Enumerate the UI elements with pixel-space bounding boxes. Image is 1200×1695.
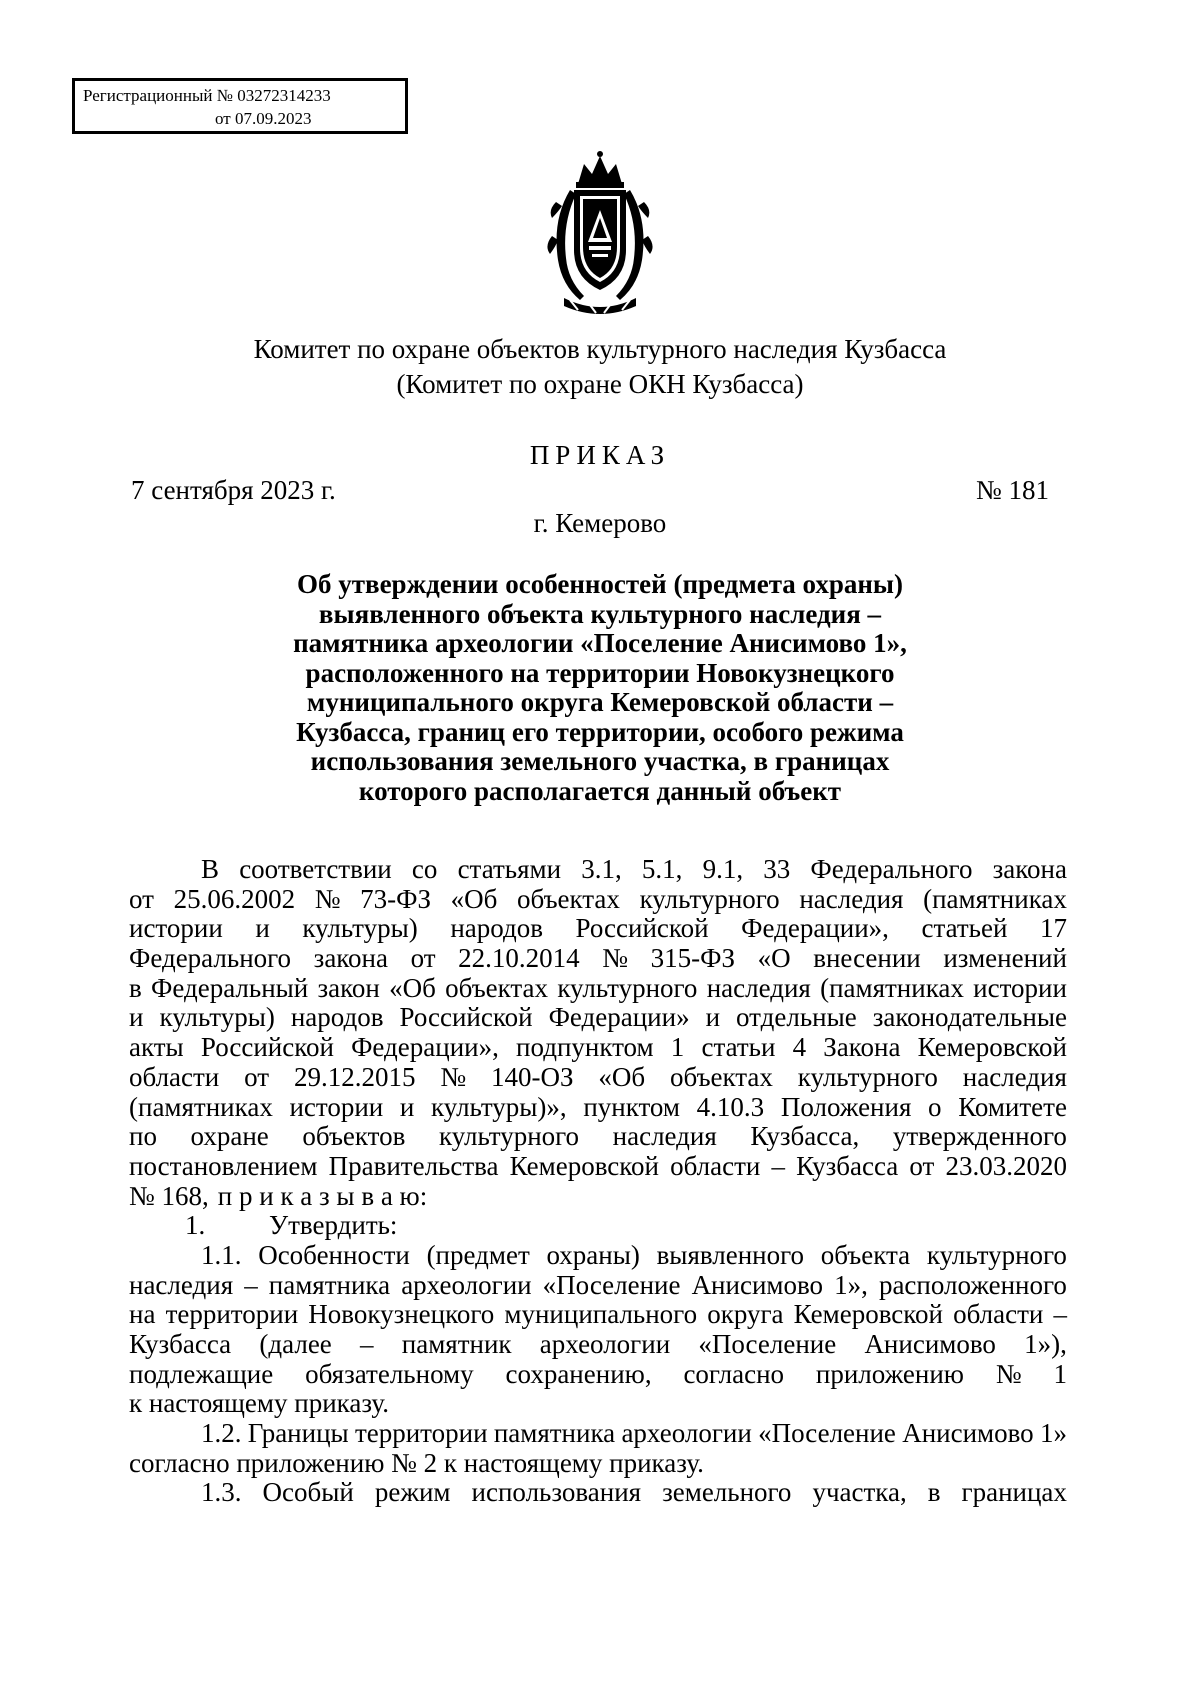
word: 315-ФЗ xyxy=(650,943,736,974)
item-number: 1. xyxy=(185,1210,206,1241)
word: «Поселение xyxy=(758,1418,896,1449)
word: Особый xyxy=(262,1477,354,1508)
word: Федерального xyxy=(810,854,973,884)
word: 5.1, xyxy=(641,854,683,884)
word: Анисимово xyxy=(902,1418,1034,1449)
word: объектов xyxy=(302,1121,406,1152)
word: законодательные xyxy=(872,1002,1067,1033)
paragraph-intro xyxy=(129,855,1067,1211)
word: культуры) xyxy=(159,1002,275,1033)
word: по xyxy=(129,1121,157,1152)
word: 3.1, xyxy=(581,854,622,884)
word: и xyxy=(399,1091,415,1122)
word: Закона xyxy=(823,1032,901,1063)
order-date: 7 сентября 2023 г. xyxy=(131,475,336,505)
word: объекта xyxy=(820,1239,911,1270)
word: «Об xyxy=(598,1061,646,1092)
word: выявленного xyxy=(656,1239,805,1270)
word: в xyxy=(927,1477,941,1508)
paragraph-item-1 xyxy=(129,1211,1067,1241)
word: территории xyxy=(165,1299,299,1330)
word: подпунктом xyxy=(516,1032,654,1063)
word: Федерации», xyxy=(741,913,889,944)
word: Федерального xyxy=(129,943,292,974)
word: и xyxy=(705,1002,721,1033)
word: истории xyxy=(289,1091,384,1122)
word: истории xyxy=(973,972,1067,1003)
body-line xyxy=(129,1063,1067,1093)
order-city: г. Кемерово xyxy=(533,508,667,538)
word: участка, xyxy=(812,1477,907,1508)
body-line xyxy=(129,1093,1067,1123)
heading-line: муниципального округа Кемеровской области – xyxy=(306,687,894,717)
organization-block xyxy=(0,332,1200,402)
word: области xyxy=(670,1150,761,1181)
word: памятника xyxy=(268,1269,391,1300)
word: культурного xyxy=(926,1239,1067,1270)
word: культурного xyxy=(557,972,698,1003)
body-line xyxy=(129,1033,1067,1063)
word: 22.10.2014 xyxy=(458,943,580,974)
word: 1», xyxy=(834,1269,868,1300)
order-heading xyxy=(0,570,1200,806)
word: (памятниках xyxy=(129,1091,273,1122)
word: Федерации» xyxy=(548,1002,690,1033)
word: Кузбасса xyxy=(796,1150,899,1181)
body-line-last xyxy=(129,1182,1067,1212)
word: соответствии xyxy=(239,854,392,884)
word: сохранению, xyxy=(505,1358,652,1389)
word: наследия xyxy=(706,972,811,1003)
word: подлежащие xyxy=(129,1358,274,1389)
word: от xyxy=(129,883,154,914)
word: 1 xyxy=(670,1032,685,1063)
word: Российской xyxy=(399,1002,533,1033)
word: археологии xyxy=(539,1329,671,1359)
word: истории xyxy=(129,913,223,944)
word: культуры)», xyxy=(431,1091,567,1122)
word: от xyxy=(244,1061,270,1092)
word: охраны) xyxy=(546,1239,640,1270)
word: наследия xyxy=(612,1121,717,1152)
heading-line: Об утверждении особенностей (предмета охраны) xyxy=(296,569,904,599)
paragraph-item-1-1 xyxy=(129,1241,1067,1419)
heading-line: Кузбасса, границ его территории, особого режима xyxy=(296,716,904,747)
word: от xyxy=(410,943,436,974)
word: Анисимово xyxy=(864,1329,996,1359)
word: использования xyxy=(471,1477,642,1508)
word: 17 xyxy=(1040,913,1067,944)
order-number: № 181 xyxy=(975,475,1049,505)
word: границах xyxy=(961,1477,1067,1508)
body-line xyxy=(129,1360,1067,1390)
body-line xyxy=(129,1241,1067,1271)
word: со xyxy=(411,854,438,884)
word: приложению xyxy=(815,1358,964,1389)
word: «О xyxy=(757,943,791,974)
word: Кемеровской xyxy=(917,1032,1067,1063)
word: 9.1, xyxy=(702,854,744,884)
word: – xyxy=(771,1150,785,1181)
word: закона xyxy=(992,854,1067,884)
word: (памятниках xyxy=(923,883,1067,914)
word: культурного xyxy=(639,883,780,914)
word: 1» xyxy=(1039,1418,1067,1449)
word: статьей xyxy=(921,913,1008,944)
order-body xyxy=(129,855,1067,1508)
word: охране xyxy=(190,1121,269,1152)
word: 1 xyxy=(1053,1358,1067,1389)
word: режим xyxy=(374,1477,451,1508)
word: области xyxy=(129,1061,220,1092)
body-line-last xyxy=(129,1449,1067,1479)
word: пунктом xyxy=(583,1091,681,1122)
word: 73-ФЗ xyxy=(360,883,431,914)
word: наследия xyxy=(962,1061,1067,1092)
word: Анисимово xyxy=(691,1269,824,1300)
word: Кузбасса xyxy=(129,1329,232,1359)
body-line xyxy=(129,855,1067,885)
word: Комитете xyxy=(958,1091,1067,1122)
word: 23.03.2020 xyxy=(945,1150,1067,1181)
word: культуры) xyxy=(302,913,418,944)
word: от xyxy=(909,1150,935,1181)
word: и xyxy=(255,913,270,944)
word: археологии xyxy=(621,1418,752,1449)
word: № xyxy=(602,943,629,974)
word: культурного xyxy=(438,1121,580,1152)
registration-date: от 07.09.2023 xyxy=(215,109,312,128)
heading-line: выявленного объекта культурного наследия – xyxy=(318,598,882,629)
word: расположенного xyxy=(878,1269,1067,1300)
word: закона xyxy=(313,943,388,974)
word: утвержденного xyxy=(892,1121,1067,1152)
word: (предмет xyxy=(426,1239,530,1270)
word: № xyxy=(440,1061,467,1092)
coat-of-arms-icon xyxy=(540,150,660,315)
numbered-item xyxy=(129,1211,1067,1241)
organization-short-name: (Комитет по охране ОКН Кузбасса) xyxy=(396,369,804,399)
word: «Об xyxy=(389,972,436,1003)
body-line xyxy=(129,885,1067,915)
word: о xyxy=(928,1091,942,1122)
word: № xyxy=(995,1358,1022,1389)
word: народов xyxy=(450,913,543,944)
word: территории xyxy=(354,1418,488,1449)
word: наследия xyxy=(799,883,904,914)
word: закон xyxy=(317,972,380,1003)
word: В xyxy=(201,854,220,884)
word: 29.12.2015 xyxy=(293,1061,416,1092)
word: Положения xyxy=(780,1091,912,1122)
word: – xyxy=(244,1269,258,1300)
word: округа xyxy=(707,1299,784,1330)
word: акты xyxy=(129,1032,184,1063)
word: (памятниках xyxy=(820,972,964,1003)
heading-line: которого располагается данный объект xyxy=(358,775,842,806)
text-run: согласно приложению № 2 к настоящему приказу. xyxy=(129,1447,704,1478)
word: Новокузнецкого xyxy=(308,1299,495,1330)
word: объектах xyxy=(445,972,549,1003)
word: согласно xyxy=(683,1358,785,1389)
word: «Об xyxy=(450,883,498,914)
word: народов xyxy=(290,1002,384,1033)
organization-name: Комитет по охране объектов культурного наследия Кузбасса xyxy=(253,334,947,364)
body-line xyxy=(129,1271,1067,1301)
word: Федеральный xyxy=(151,972,309,1003)
word: Правительства xyxy=(328,1150,499,1181)
word: Российской xyxy=(575,913,709,944)
word: Кемеровской xyxy=(793,1299,943,1330)
word: в xyxy=(129,972,142,1003)
word: Особенности xyxy=(258,1239,410,1270)
body-line xyxy=(129,1122,1067,1152)
body-line xyxy=(129,974,1067,1004)
word: 1.2. xyxy=(201,1418,242,1449)
body-line xyxy=(129,1478,1067,1508)
body-line-last xyxy=(129,1389,1067,1419)
order-title: ПРИКАЗ xyxy=(529,440,671,470)
word: № xyxy=(314,883,341,914)
word: 1.1. xyxy=(201,1239,242,1270)
body-line xyxy=(129,1003,1067,1033)
item-text: Утвердить: xyxy=(269,1210,398,1241)
word: обязательному xyxy=(305,1358,474,1389)
word: статьи xyxy=(701,1032,776,1063)
text-run: п р и к а з ы в а ю: xyxy=(217,1180,428,1211)
body-line xyxy=(129,1300,1067,1330)
paragraph-item-1-2 xyxy=(129,1419,1067,1478)
word: на xyxy=(129,1299,156,1330)
word: Российской xyxy=(200,1032,334,1063)
word: муниципального xyxy=(504,1299,698,1330)
heading-line: памятника археологии «Поселение Анисимово 1», xyxy=(293,628,907,658)
word: объектах xyxy=(670,1061,773,1092)
word: памятника xyxy=(493,1418,616,1449)
word: Кузбасса, xyxy=(750,1121,860,1152)
text-run: к настоящему приказу. xyxy=(129,1388,389,1419)
word: – xyxy=(1053,1299,1067,1330)
word: 4 xyxy=(792,1032,807,1063)
paragraph-item-1-3 xyxy=(129,1478,1067,1508)
word: Кемеровской xyxy=(509,1150,659,1181)
word: – xyxy=(360,1329,374,1359)
word: археологии xyxy=(401,1269,532,1300)
body-line xyxy=(129,944,1067,974)
word: 25.06.2002 xyxy=(173,883,296,914)
registration-stamp xyxy=(72,78,408,134)
word: отдельные xyxy=(736,1002,857,1033)
word: памятник xyxy=(401,1329,512,1359)
word: 1»), xyxy=(1024,1329,1067,1359)
word: (далее xyxy=(259,1329,332,1359)
word: изменений xyxy=(943,943,1067,974)
word: земельного xyxy=(662,1477,792,1508)
registration-number: Регистрационный № 03272314233 xyxy=(83,86,331,105)
word: 4.10.3 xyxy=(696,1091,765,1122)
text-run: № 168, xyxy=(129,1180,209,1211)
word: внесении xyxy=(813,943,921,974)
body-line xyxy=(129,914,1067,944)
body-line xyxy=(129,1152,1067,1182)
word: Федерации», xyxy=(351,1032,499,1063)
word: 140-ОЗ xyxy=(490,1061,574,1092)
word: статьями xyxy=(457,854,562,884)
word: 33 xyxy=(763,854,791,884)
body-line xyxy=(129,1419,1067,1449)
heading-line: расположенного на территории Новокузнецкого xyxy=(305,657,895,688)
heading-line: использования земельного участка, в границах xyxy=(310,746,890,776)
word: «Поселение xyxy=(698,1329,837,1359)
word: культурного xyxy=(797,1061,938,1092)
word: постановлением xyxy=(129,1150,318,1181)
word: наследия xyxy=(129,1269,234,1300)
body-line xyxy=(129,1330,1067,1360)
word: области xyxy=(953,1299,1044,1330)
word: 1.3. xyxy=(201,1477,242,1508)
word: объектах xyxy=(517,883,620,914)
word: Границы xyxy=(247,1418,349,1449)
word: «Поселение xyxy=(542,1269,681,1300)
word: и xyxy=(129,1002,144,1033)
